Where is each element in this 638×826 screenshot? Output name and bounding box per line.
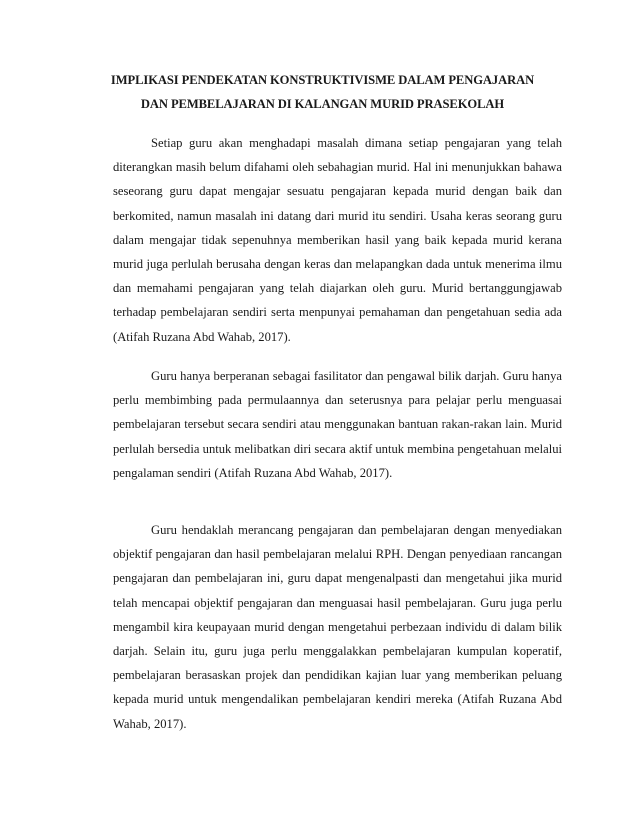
document-title-line-1: IMPLIKASI PENDEKATAN KONSTRUKTIVISME DALAM PENGAJARAN	[110, 73, 535, 87]
paragraph-2: Guru hanya berperanan sebagai fasilitator dan pengawal bilik darjah. Guru hanya perlu membimbing pada permulaannya dan seterusnya para pelajar perlu menguasai pembelajaran tersebut secara sendiri atau menggunakan bantuan rakan-rakan lain. Murid perlulah bersedia untuk melibatkan diri secara aktif untuk membina pengetahuan melalui pengalaman sendiri (Atifah Ruzana Abd Wahab, 2017).	[113, 369, 562, 480]
paragraph-1: Setiap guru akan menghadapi masalah dimana setiap pengajaran yang telah diterangkan masih belum difahami oleh sebahagian murid. Hal ini menunjukkan bahawa seseorang guru dapat mengajar sesuatu pengajaran kepada murid dengan baik dan berkomited, namun masalah ini datang dari murid itu sendiri. Usaha keras seorang guru dalam mengajar tidak sepenuhnya memberikan hasil yang baik kepada murid kerana murid juga perlulah berusaha dengan keras dan melapangkan dada untuk menerima ilmu dan memahami pengajaran yang telah diajarkan oleh guru. Murid bertanggungjawab terhadap pembelajaran sendiri serta menpunyai pemahaman dan pengetahuan sedia ada (Atifah Ruzana Abd Wahab, 2017).	[113, 136, 562, 344]
document-title-line-2: DAN PEMBELAJARAN DI KALANGAN MURID PRASEKOLAH	[140, 97, 505, 111]
paragraph-3: Guru hendaklah merancang pengajaran dan pembelajaran dengan menyediakan objektif pengajaran dan hasil pembelajaran melalui RPH. Dengan penyediaan rancangan pengajaran dan pembelajaran ini, guru dapat mengenalpasti dan mengetahui jika murid telah mencapai objektif pengajaran dan menguasai hasil pembelajaran. Guru juga perlu mengambil kira keupayaan murid dengan mengetahui perbezaan individu di dalam bilik darjah. Selain itu, guru juga perlu menggalakkan pembelajaran kumpulan koperatif, pembelajaran berasaskan projek dan pendidikan kajian luar yang memberikan peluang kepada murid untuk mengendalikan pembelajaran kendiri mereka (Atifah Ruzana Abd Wahab, 2017).	[113, 523, 562, 731]
